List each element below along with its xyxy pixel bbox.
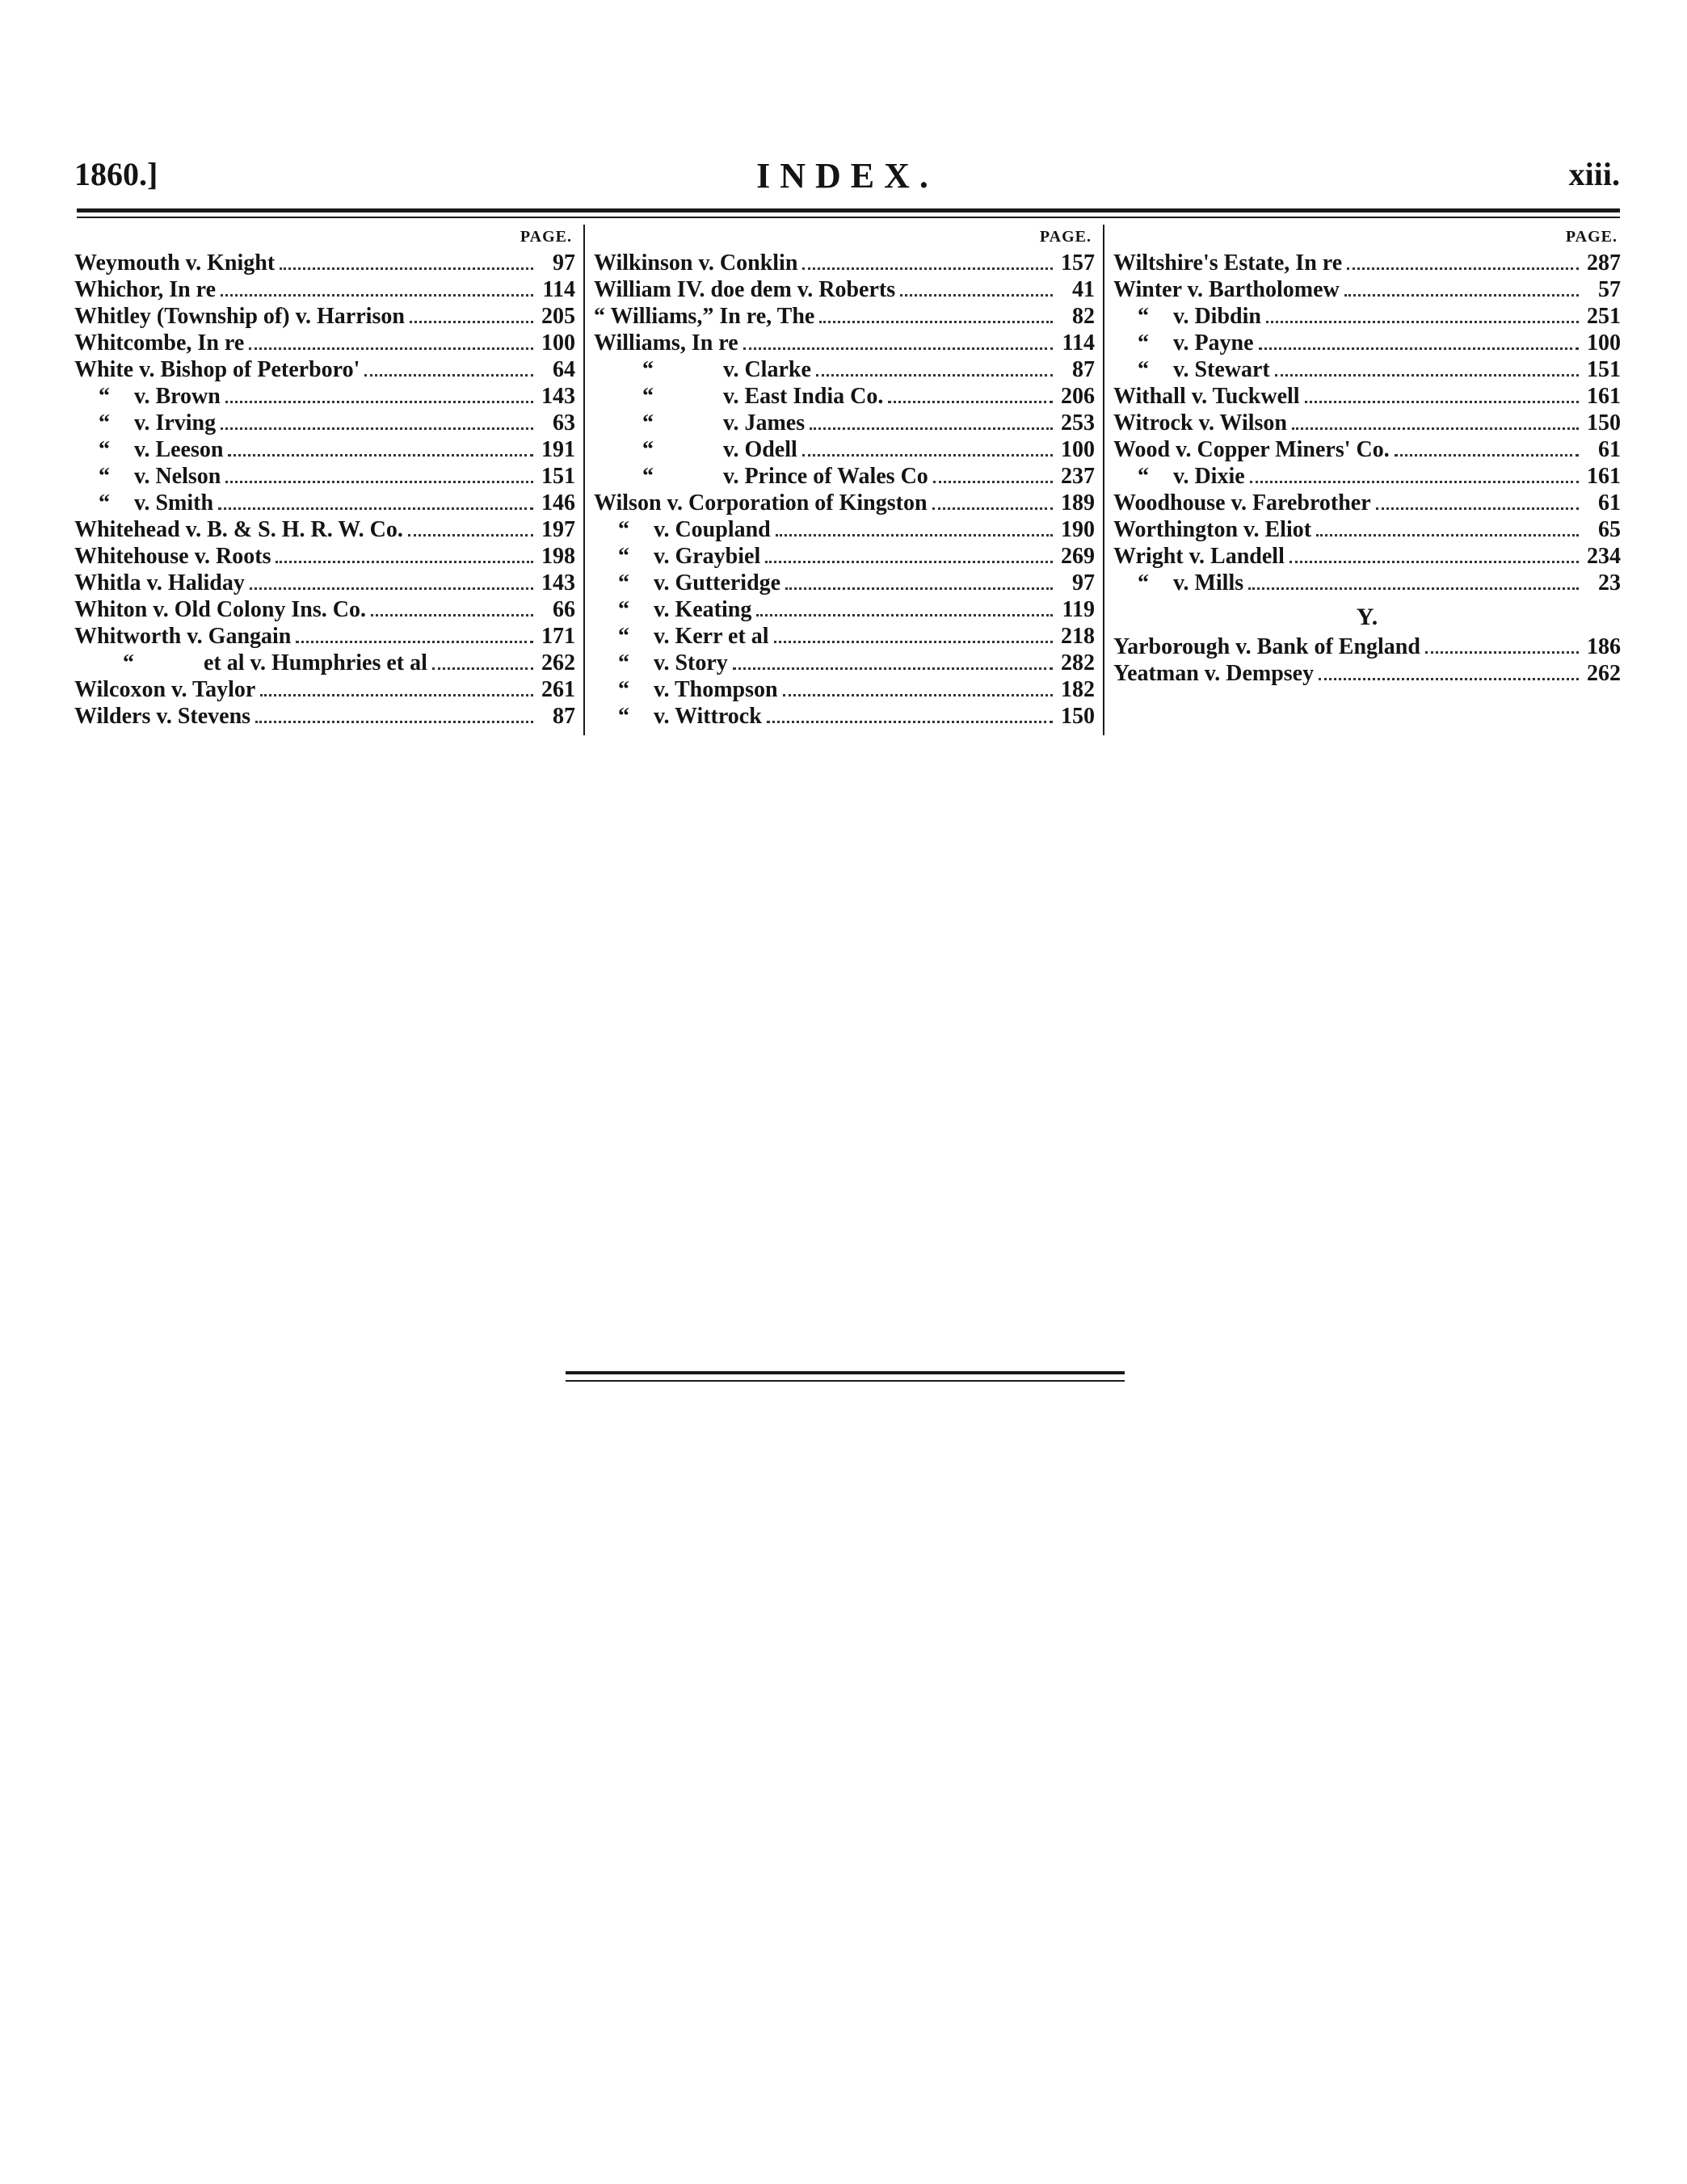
case-name: Whiton v. Old Colony Ins. Co. bbox=[74, 597, 366, 622]
index-entry bbox=[74, 517, 575, 544]
page-reference: 262 bbox=[1587, 661, 1621, 686]
case-name: v. Nelson bbox=[134, 464, 221, 489]
header-rule-thin bbox=[77, 217, 1620, 218]
case-name: v. Smith bbox=[134, 490, 214, 515]
page-reference: 41 bbox=[1072, 277, 1095, 302]
index-entry bbox=[74, 704, 575, 730]
index-entry bbox=[1113, 304, 1621, 330]
index-entry bbox=[1113, 634, 1621, 661]
end-rule bbox=[566, 1380, 1125, 1382]
dot-leader bbox=[276, 561, 533, 563]
case-name: Whitley (Township of) v. Harrison bbox=[74, 304, 405, 329]
index-entry bbox=[594, 544, 1095, 570]
index-entry bbox=[594, 490, 1095, 517]
page-reference: 63 bbox=[553, 410, 575, 436]
page-reference: 186 bbox=[1587, 634, 1621, 659]
case-name: v. Story bbox=[654, 650, 728, 675]
case-name: v. Wittrock bbox=[654, 704, 762, 729]
dot-leader bbox=[228, 454, 533, 457]
ditto-mark: “ bbox=[642, 384, 654, 409]
case-name: v. Odell bbox=[723, 437, 797, 462]
case-name: v. Prince of Wales Co bbox=[723, 464, 928, 489]
page-reference: 97 bbox=[1072, 570, 1095, 595]
index-entry bbox=[594, 410, 1095, 437]
ditto-mark: “ bbox=[123, 650, 134, 675]
ditto-mark: “ bbox=[618, 570, 629, 595]
index-entry bbox=[1113, 661, 1621, 688]
page-reference: 262 bbox=[541, 650, 575, 675]
index-entry bbox=[1113, 357, 1621, 384]
dot-leader bbox=[225, 481, 533, 483]
dot-leader bbox=[767, 721, 1053, 723]
dot-leader bbox=[249, 347, 533, 350]
index-entry bbox=[74, 597, 575, 624]
page-reference: 150 bbox=[1587, 410, 1621, 436]
dot-leader bbox=[765, 561, 1053, 563]
page-reference: 61 bbox=[1598, 437, 1621, 462]
ditto-mark: “ bbox=[99, 384, 110, 409]
case-name: v. East India Co. bbox=[723, 384, 884, 409]
page-reference: 251 bbox=[1587, 304, 1621, 329]
index-entry bbox=[594, 357, 1095, 384]
case-name: v. Irving bbox=[134, 410, 217, 436]
column-divider bbox=[583, 225, 585, 735]
case-name: v. Dixie bbox=[1173, 464, 1245, 489]
case-name: v. Stewart bbox=[1173, 357, 1270, 382]
dot-leader bbox=[816, 374, 1053, 377]
index-entry bbox=[74, 490, 575, 517]
case-name: Whitehouse v. Roots bbox=[74, 544, 271, 569]
dot-leader bbox=[1250, 481, 1579, 483]
dot-leader bbox=[783, 694, 1053, 696]
dot-leader bbox=[225, 401, 533, 403]
page-reference: 197 bbox=[541, 517, 575, 542]
dot-leader bbox=[1319, 678, 1579, 680]
page-reference: 146 bbox=[541, 490, 575, 515]
page-reference: 23 bbox=[1598, 570, 1621, 595]
page-reference: 87 bbox=[553, 704, 575, 729]
dot-leader bbox=[810, 427, 1053, 430]
index-entry bbox=[74, 570, 575, 597]
case-name: Yarborough v. Bank of England bbox=[1113, 634, 1420, 659]
index-entry bbox=[74, 677, 575, 704]
dot-leader bbox=[1248, 587, 1579, 590]
ditto-mark: “ bbox=[99, 437, 110, 462]
index-entry bbox=[74, 357, 575, 384]
dot-leader bbox=[1376, 507, 1579, 510]
case-name: Winter v. Bartholomew bbox=[1113, 277, 1340, 302]
dot-leader bbox=[408, 534, 533, 537]
index-entry bbox=[594, 597, 1095, 624]
dot-leader bbox=[933, 481, 1053, 483]
dot-leader bbox=[802, 454, 1053, 457]
case-name: v. Leeson bbox=[134, 437, 224, 462]
page-reference: 97 bbox=[553, 250, 575, 276]
page-reference: 65 bbox=[1598, 517, 1621, 542]
page-column-heading: PAGE. bbox=[520, 228, 572, 246]
index-column-2 bbox=[594, 228, 1095, 730]
index-entry bbox=[74, 410, 575, 437]
ditto-mark: “ bbox=[618, 677, 629, 702]
dot-leader bbox=[1347, 267, 1579, 270]
case-name: v. Payne bbox=[1173, 330, 1254, 356]
page-reference: 151 bbox=[1587, 357, 1621, 382]
dot-leader bbox=[410, 321, 533, 323]
index-entry bbox=[1113, 250, 1621, 277]
case-name: Whitcombe, In re bbox=[74, 330, 245, 356]
page-reference: 64 bbox=[553, 357, 575, 382]
dot-leader bbox=[1395, 454, 1579, 457]
index-entry bbox=[594, 330, 1095, 357]
case-name: v. James bbox=[723, 410, 806, 436]
index-entry bbox=[594, 570, 1095, 597]
dot-leader bbox=[819, 321, 1053, 323]
section-entry-list bbox=[1113, 634, 1621, 688]
case-name: v. Mills bbox=[1173, 570, 1244, 595]
index-entry bbox=[594, 250, 1095, 277]
page-reference: 66 bbox=[553, 597, 575, 622]
ditto-mark: “ bbox=[618, 544, 629, 569]
case-name: Wilkinson v. Conklin bbox=[594, 250, 798, 276]
dot-leader bbox=[743, 347, 1053, 350]
index-entry bbox=[594, 624, 1095, 650]
index-entry bbox=[74, 277, 575, 304]
page-reference: 171 bbox=[541, 624, 575, 649]
entry-list bbox=[74, 250, 575, 730]
page-reference: 237 bbox=[1061, 464, 1095, 489]
page-reference: 182 bbox=[1061, 677, 1095, 702]
page-reference: 143 bbox=[541, 570, 575, 595]
ditto-mark: “ bbox=[1138, 304, 1149, 329]
ditto-mark: “ bbox=[642, 464, 654, 489]
dot-leader bbox=[776, 534, 1053, 537]
page-reference: 100 bbox=[541, 330, 575, 356]
page-reference: 206 bbox=[1061, 384, 1095, 409]
dot-leader bbox=[364, 374, 533, 377]
ditto-mark: “ bbox=[1138, 357, 1149, 382]
ditto-mark: “ bbox=[99, 490, 110, 515]
page-column-heading: PAGE. bbox=[1565, 228, 1618, 246]
dot-leader bbox=[221, 427, 533, 430]
dot-leader bbox=[1292, 427, 1579, 430]
case-name: v. Keating bbox=[654, 597, 752, 622]
index-entry bbox=[594, 677, 1095, 704]
dot-leader bbox=[280, 267, 533, 270]
ditto-mark: “ bbox=[99, 464, 110, 489]
page-reference: 114 bbox=[542, 277, 575, 302]
case-name: White v. Bishop of Peterboro' bbox=[74, 357, 360, 382]
index-entry bbox=[1113, 517, 1621, 544]
index-entry bbox=[74, 544, 575, 570]
dot-leader bbox=[785, 587, 1053, 590]
ditto-mark: “ bbox=[618, 597, 629, 622]
page-reference: 269 bbox=[1061, 544, 1095, 569]
dot-leader bbox=[296, 641, 533, 643]
case-name: et al v. Humphries et al bbox=[204, 650, 427, 675]
index-entry bbox=[594, 464, 1095, 490]
case-name: Wright v. Landell bbox=[1113, 544, 1285, 569]
page-reference: 82 bbox=[1072, 304, 1095, 329]
ditto-mark: “ bbox=[642, 410, 654, 436]
dot-leader bbox=[1266, 321, 1579, 323]
case-name: Worthington v. Eliot bbox=[1113, 517, 1312, 542]
ditto-mark: “ bbox=[99, 410, 110, 436]
page-reference: 61 bbox=[1598, 490, 1621, 515]
dot-leader bbox=[432, 667, 533, 670]
dot-leader bbox=[1305, 401, 1579, 403]
dot-leader bbox=[250, 587, 533, 590]
page-reference: 114 bbox=[1062, 330, 1095, 356]
page-reference: 57 bbox=[1598, 277, 1621, 302]
index-entry bbox=[1113, 570, 1621, 597]
page-reference: 191 bbox=[541, 437, 575, 462]
end-rule bbox=[566, 1371, 1125, 1374]
entry-list bbox=[594, 250, 1095, 730]
ditto-mark: “ bbox=[1138, 330, 1149, 356]
case-name: Whichor, In re bbox=[74, 277, 217, 302]
index-entry bbox=[594, 517, 1095, 544]
page-reference: 100 bbox=[1061, 437, 1095, 462]
page-column-heading: PAGE. bbox=[1039, 228, 1092, 246]
section-letter: Y. bbox=[1356, 604, 1378, 630]
page-reference: 218 bbox=[1061, 624, 1095, 649]
case-name: Yeatman v. Dempsey bbox=[1113, 661, 1315, 686]
dot-leader bbox=[900, 294, 1053, 297]
page-reference: 234 bbox=[1587, 544, 1621, 569]
index-entry bbox=[74, 330, 575, 357]
dot-leader bbox=[218, 507, 533, 510]
page-reference: 157 bbox=[1061, 250, 1095, 276]
ditto-mark: “ bbox=[1138, 464, 1149, 489]
ditto-mark: “ bbox=[618, 650, 629, 675]
index-entry bbox=[1113, 384, 1621, 410]
case-name: Wilson v. Corporation of Kingston bbox=[594, 490, 928, 515]
page-reference: 198 bbox=[541, 544, 575, 569]
ditto-mark: “ bbox=[618, 704, 629, 729]
index-entry bbox=[74, 250, 575, 277]
index-entry bbox=[1113, 437, 1621, 464]
index-entry bbox=[74, 304, 575, 330]
page-reference: 282 bbox=[1061, 650, 1095, 675]
case-name: Williams, In re bbox=[594, 330, 738, 356]
case-name: Wilcoxon v. Taylor bbox=[74, 677, 256, 702]
case-name: Whitla v. Haliday bbox=[74, 570, 245, 595]
dot-leader bbox=[255, 721, 533, 723]
page-reference: 119 bbox=[1062, 597, 1095, 622]
index-entry bbox=[1113, 277, 1621, 304]
page-reference: 100 bbox=[1587, 330, 1621, 356]
case-name: Whitworth v. Gangain bbox=[74, 624, 292, 649]
dot-leader bbox=[756, 614, 1053, 616]
ditto-mark: “ bbox=[618, 517, 629, 542]
dot-leader bbox=[1344, 294, 1579, 297]
page-reference: 143 bbox=[541, 384, 575, 409]
dot-leader bbox=[932, 507, 1053, 510]
case-name: v. Gutteridge bbox=[654, 570, 781, 595]
ditto-mark: “ bbox=[642, 437, 654, 462]
case-name: Wood v. Copper Miners' Co. bbox=[1113, 437, 1390, 462]
case-name: Withall v. Tuckwell bbox=[1113, 384, 1300, 409]
index-entry bbox=[74, 384, 575, 410]
entry-list bbox=[1113, 250, 1621, 597]
case-name: Whitehead v. B. & S. H. R. W. Co. bbox=[74, 517, 403, 542]
index-entry bbox=[594, 437, 1095, 464]
case-name: “ Williams,” In re, The bbox=[594, 304, 815, 329]
index-column-1 bbox=[74, 228, 575, 730]
dot-leader bbox=[774, 641, 1053, 643]
case-name: Witrock v. Wilson bbox=[1113, 410, 1287, 436]
page-reference: 150 bbox=[1061, 704, 1095, 729]
ditto-mark: “ bbox=[642, 357, 654, 382]
case-name: Woodhouse v. Farebrother bbox=[1113, 490, 1371, 515]
dot-leader bbox=[1425, 651, 1579, 654]
index-entry bbox=[1113, 544, 1621, 570]
dot-leader bbox=[733, 667, 1053, 670]
case-name: v. Graybiel bbox=[654, 544, 761, 569]
case-name: William IV. doe dem v. Roberts bbox=[594, 277, 896, 302]
index-entry bbox=[74, 650, 575, 677]
header-rule-thick bbox=[77, 208, 1620, 213]
dot-leader bbox=[888, 401, 1053, 403]
page-reference: 261 bbox=[541, 677, 575, 702]
index-entry bbox=[1113, 464, 1621, 490]
page-reference: 87 bbox=[1072, 357, 1095, 382]
dot-leader bbox=[1289, 561, 1579, 563]
page-header bbox=[74, 155, 1620, 204]
index-entry bbox=[1113, 410, 1621, 437]
dot-leader bbox=[260, 694, 533, 696]
case-name: v. Coupland bbox=[654, 517, 771, 542]
case-name: Weymouth v. Knight bbox=[74, 250, 276, 276]
dot-leader bbox=[1275, 374, 1579, 377]
column-divider bbox=[1103, 225, 1104, 735]
dot-leader bbox=[221, 294, 533, 297]
index-entry bbox=[594, 384, 1095, 410]
case-name: Wiltshire's Estate, In re bbox=[1113, 250, 1343, 276]
index-entry bbox=[1113, 490, 1621, 517]
index-entry bbox=[594, 304, 1095, 330]
case-name: v. Kerr et al bbox=[654, 624, 769, 649]
page-reference: 161 bbox=[1587, 464, 1621, 489]
page-reference: 287 bbox=[1587, 250, 1621, 276]
case-name: v. Thompson bbox=[654, 677, 778, 702]
page-reference: 189 bbox=[1061, 490, 1095, 515]
index-entry bbox=[594, 277, 1095, 304]
page-reference: 151 bbox=[541, 464, 575, 489]
ditto-mark: “ bbox=[618, 624, 629, 649]
case-name: v. Clarke bbox=[723, 357, 811, 382]
index-entry bbox=[74, 437, 575, 464]
index-entry bbox=[74, 624, 575, 650]
ditto-mark: “ bbox=[1138, 570, 1149, 595]
year-label: 1860.] bbox=[74, 156, 158, 192]
case-name: v. Brown bbox=[134, 384, 221, 409]
case-name: Wilders v. Stevens bbox=[74, 704, 251, 729]
page-reference: 161 bbox=[1587, 384, 1621, 409]
dot-leader bbox=[371, 614, 533, 616]
page-reference: 190 bbox=[1061, 517, 1095, 542]
case-name: v. Dibdin bbox=[1173, 304, 1261, 329]
index-entry bbox=[594, 704, 1095, 730]
dot-leader bbox=[1259, 347, 1579, 350]
index-entry bbox=[594, 650, 1095, 677]
page-title: INDEX. bbox=[756, 156, 938, 196]
page-reference: 205 bbox=[541, 304, 575, 329]
dot-leader bbox=[802, 267, 1053, 270]
dot-leader bbox=[1316, 534, 1579, 537]
index-entry bbox=[1113, 330, 1621, 357]
page-reference: 253 bbox=[1061, 410, 1095, 436]
index-column-3 bbox=[1113, 228, 1621, 688]
page-number: xiii. bbox=[1568, 156, 1620, 192]
index-entry bbox=[74, 464, 575, 490]
